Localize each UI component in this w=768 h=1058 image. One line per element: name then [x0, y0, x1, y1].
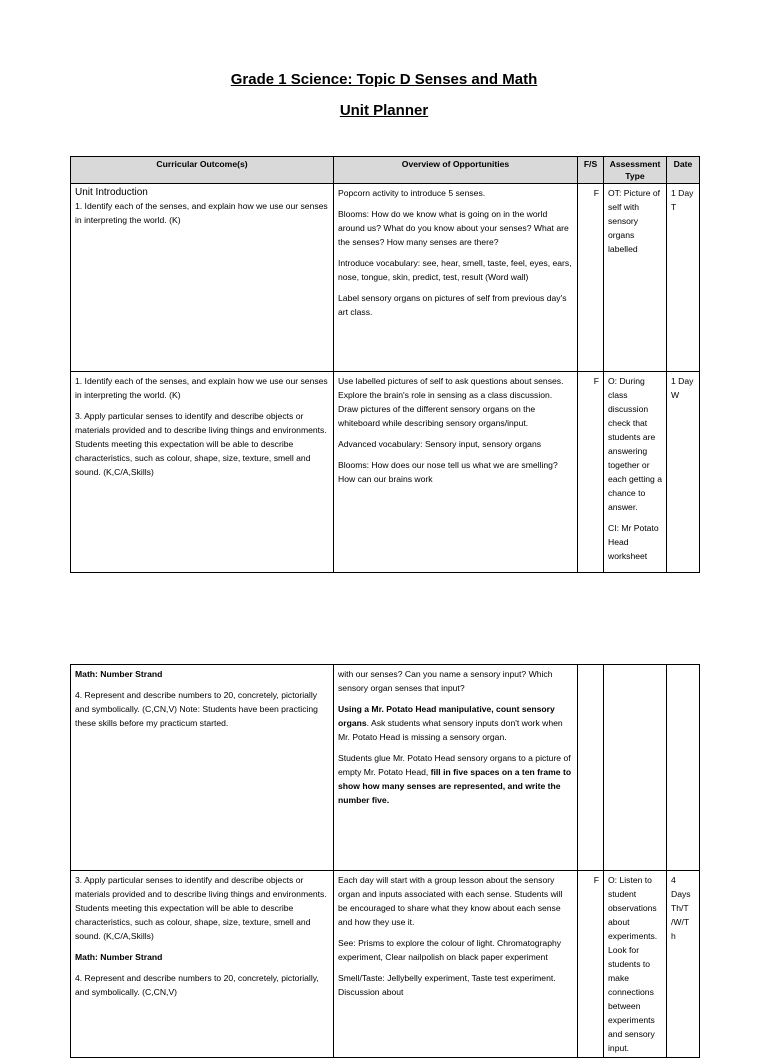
header-curricular-outcomes: Curricular Outcome(s) — [71, 157, 334, 184]
date-cell — [667, 665, 700, 871]
table-row — [71, 184, 700, 372]
table-header-row — [71, 157, 700, 184]
assessment-text: CI: Mr Potato Head worksheet — [608, 523, 659, 561]
overview-cell — [334, 871, 578, 1058]
planner-table-1 — [70, 156, 700, 573]
outcome-cell — [71, 372, 334, 573]
assessment-text: O: During class discussion check that students are answering together or each getting a chance to answer. — [608, 376, 662, 512]
fs-cell: F — [578, 372, 604, 573]
overview-paragraph: Use labelled pictures of self to ask questions about senses. Explore the brain's role in sensing as a class discussion. Draw pictures of the different sensory organs on the whiteboard while describing sensory organs/input. — [338, 376, 564, 428]
assessment-cell: OT: Picture of self with sensory organs labelled — [604, 184, 667, 372]
overview-paragraph: Blooms: How do we know what is going on in the world around us? What do you know about your senses? What are the senses? How many senses are there? — [338, 209, 569, 247]
header-fs: F/S — [578, 157, 604, 184]
page-title: Grade 1 Science: Topic D Senses and Math — [230, 71, 538, 88]
outcome-text: 4. Represent and describe numbers to 20, concretely, pictorially, and symbolically. (C,CN,V) — [75, 973, 319, 997]
overview-paragraph: Each day will start with a group lesson about the sensory organ and inputs associated with each sense. Students will be encouraged to share what they know about each sense and how they use it. — [338, 875, 563, 927]
header-assessment-type: Assessment Type — [604, 157, 667, 184]
overview-paragraph — [338, 751, 573, 807]
outcome-text: 4. Represent and describe numbers to 20, concretely, pictorially and symbolically. (C,CN,V) Note: Students have been practicing these skills before my practicum started. — [75, 690, 318, 728]
overview-paragraph: Blooms: How does our nose tell us what we are smelling? How can our brains work — [338, 460, 558, 484]
table-row — [71, 871, 700, 1058]
overview-paragraph: Label sensory organs on pictures of self from previous day's art class. — [338, 293, 567, 317]
overview-paragraph: Advanced vocabulary: Sensory input, sensory organs — [338, 439, 542, 449]
overview-paragraph — [338, 702, 573, 744]
assessment-cell — [604, 372, 667, 573]
math-strand-heading: Math: Number Strand — [75, 669, 163, 679]
overview-cell — [334, 184, 578, 372]
overview-paragraph: Introduce vocabulary: see, hear, smell, taste, feel, eyes, ears, nose, tongue, skin, predict, test, result (Word wall) — [338, 258, 572, 282]
page-subtitle: Unit Planner — [339, 102, 429, 119]
date-cell: 1 Day W — [667, 372, 700, 573]
overview-paragraph: Popcorn activity to introduce 5 senses. — [338, 188, 486, 198]
outcome-text: 1. Identify each of the senses, and explain how we use our senses in interpreting the world. (K) — [75, 376, 328, 400]
bold-text: Using a Mr. Potato Head manipulative, count sensory organs — [338, 704, 555, 728]
table-row — [71, 372, 700, 573]
overview-paragraph: Smell/Taste: Jellybelly experiment, Taste test experiment. Discussion about — [338, 973, 556, 997]
date-cell: 1 Day T — [667, 184, 700, 372]
outcome-text: 3. Apply particular senses to identify and describe objects or materials provided and to describe living things and environments. Students meeting this expectation will be able to describe characteristics, such as colour, shape, size, texture, smell and sound. (K,C/A,Skills) — [75, 411, 327, 477]
outcome-text: 3. Apply particular senses to identify and describe objects or materials provided and to describe living things and environments. Students meeting this expectation will be able to describe characteristics, such as colour, shape, size, texture, smell and sound. (K,C/A,Skills) — [75, 875, 327, 941]
bold-text: fill in five spaces on a ten frame to show how many senses are represented, and write the number five. — [338, 767, 572, 805]
header-overview: Overview of Opportunities — [334, 157, 578, 184]
math-strand-heading: Math: Number Strand — [75, 952, 163, 962]
outcome-cell — [71, 184, 334, 372]
planner-table-2 — [70, 664, 700, 1058]
date-cell: 4 Days Th/T /W/T h — [667, 871, 700, 1058]
plain-text: . Ask students what sensory inputs don't work when Mr. Potato Head is missing a sensory organ. — [338, 718, 563, 742]
overview-cell — [334, 665, 578, 871]
table-row — [71, 665, 700, 871]
fs-cell: F — [578, 871, 604, 1058]
fs-cell — [578, 665, 604, 871]
outcome-cell — [71, 871, 334, 1058]
fs-cell: F — [578, 184, 604, 372]
unit-introduction-label: Unit Introduction — [75, 187, 148, 198]
assessment-cell — [604, 665, 667, 871]
header-date: Date — [667, 157, 700, 184]
assessment-cell: O: Listen to student observations about experiments. Look for students to make connections between experiments and sensory input. — [604, 871, 667, 1058]
overview-paragraph: with our senses? Can you name a sensory input? Which sensory organ senses that input? — [338, 669, 553, 693]
overview-paragraph: See: Prisms to explore the colour of light. Chromatography experiment, Clear nailpolish on black paper experiment — [338, 938, 562, 962]
outcome-text: 1. Identify each of the senses, and explain how we use our senses in interpreting the world. (K) — [75, 201, 328, 225]
plain-text: Students glue Mr. Potato Head sensory organs to a picture of empty Mr. Potato Head, — [338, 753, 571, 777]
outcome-cell — [71, 665, 334, 871]
overview-cell — [334, 372, 578, 573]
